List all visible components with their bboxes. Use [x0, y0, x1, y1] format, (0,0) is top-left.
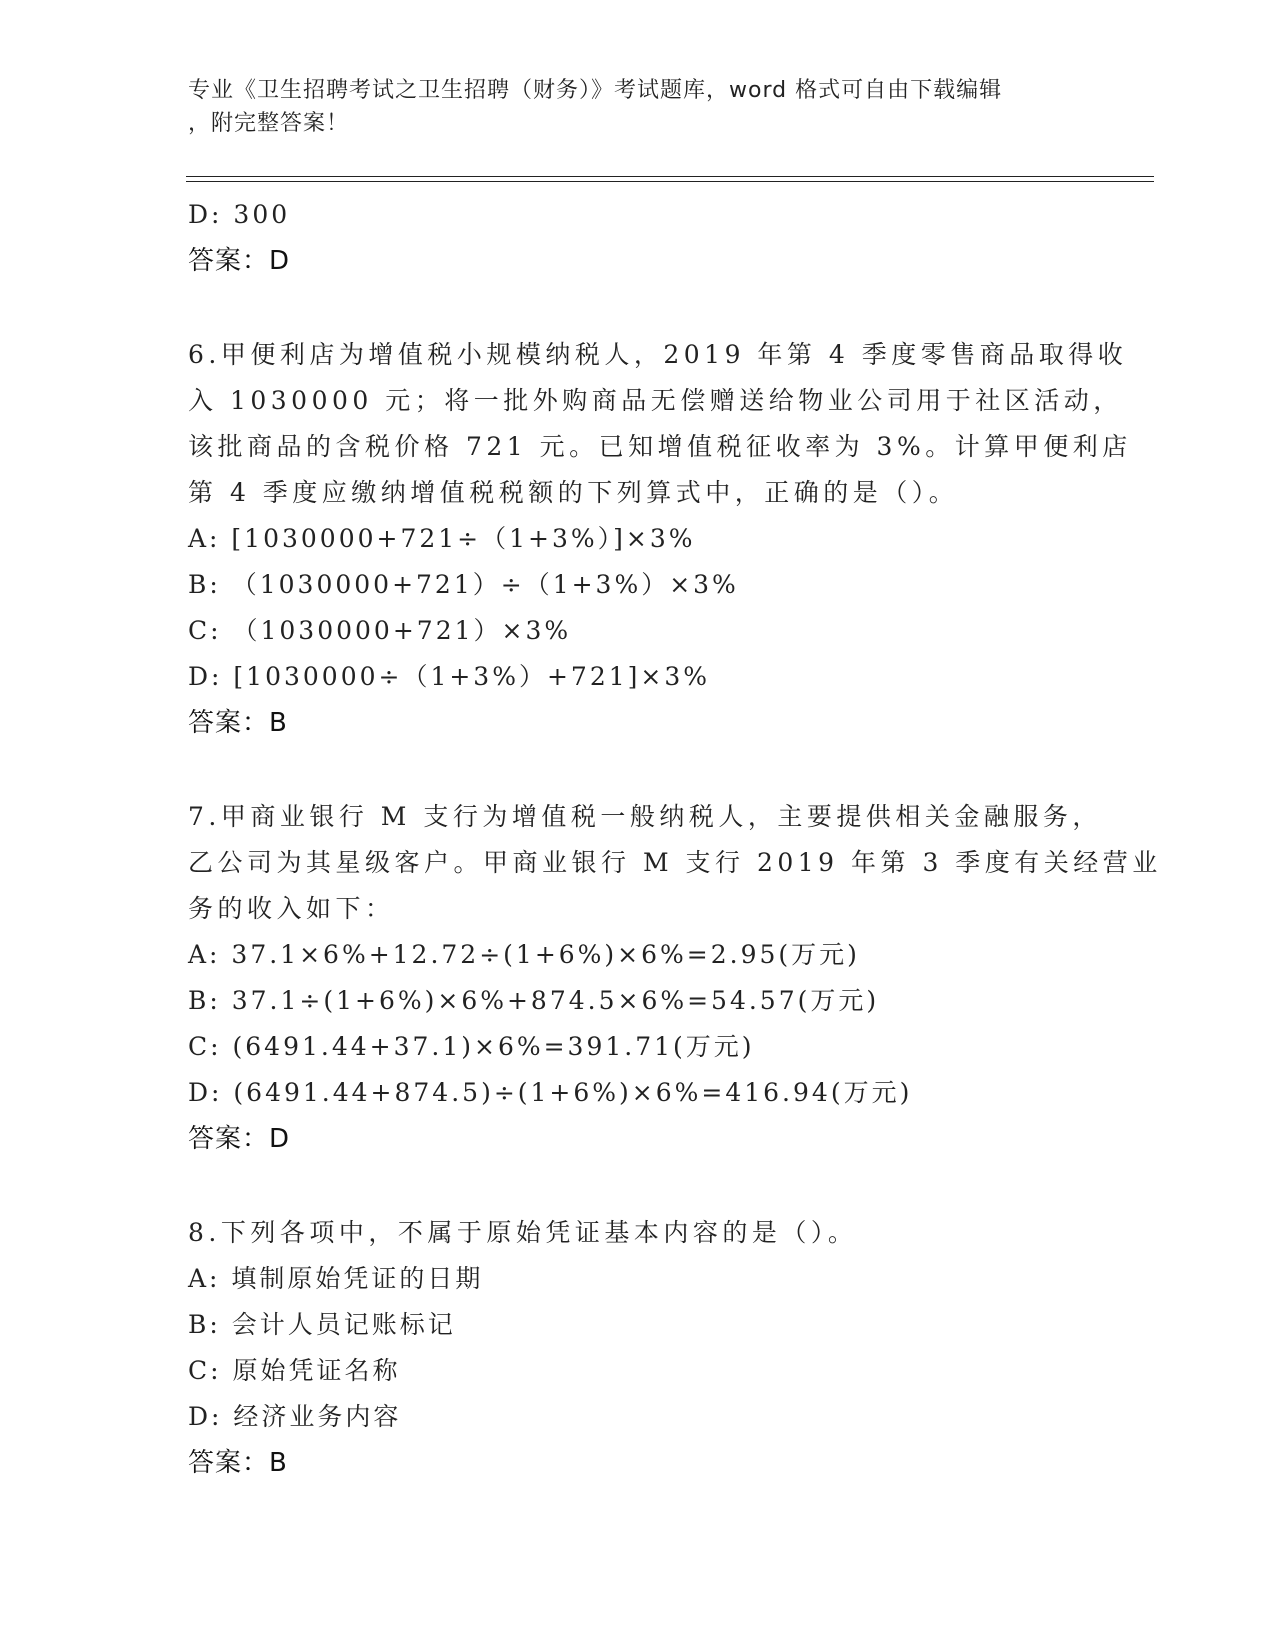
header-divider-bottom: [186, 181, 1154, 182]
answer-line: 答案：B: [188, 1448, 288, 1478]
question-stem-line: 6.甲便利店为增值税小规模纳税人，2019 年第 4 季度零售商品取得收: [188, 340, 1128, 369]
option-d: D: (6491.44+874.5)÷(1+6%)×6%=416.94(万元): [188, 1078, 913, 1107]
option-b: B: 会计人员记账标记: [188, 1310, 456, 1339]
question-stem-line: 该批商品的含税价格 721 元。已知增值税征收率为 3%。计算甲便利店: [188, 432, 1132, 461]
option-d: D: 300: [188, 200, 291, 229]
header-line-2: ，附完整答案！: [188, 111, 350, 136]
spacer: [188, 746, 1088, 794]
answer-line: 答案：D: [188, 246, 291, 276]
option-c: C: (6491.44+37.1)×6%=391.71(万元): [188, 1032, 755, 1061]
option-c: C: 原始凭证名称: [188, 1356, 401, 1385]
header-line-1: 专业《卫生招聘考试之卫生招聘（财务）》考试题库，word 格式可自由下载编辑: [188, 78, 1003, 103]
question-stem-line: 第 4 季度应缴纳增值税税额的下列算式中，正确的是（）。: [188, 478, 959, 507]
spacer: [188, 1162, 1088, 1210]
question-content: [188, 192, 1162, 1486]
question-stem-line: 7.甲商业银行 M 支行为增值税一般纳税人，主要提供相关金融服务，: [188, 802, 1102, 831]
question-stem-line: 入 1030000 元；将一批外购商品无偿赠送给物业公司用于社区活动，: [188, 386, 1123, 415]
answer-line: 答案：B: [188, 708, 288, 738]
question-6: [188, 332, 1132, 746]
question-7: [188, 794, 1162, 1162]
option-b: B: （1030000+721）÷（1+3%）×3%: [188, 570, 739, 599]
option-d: D: 经济业务内容: [188, 1402, 402, 1431]
spacer: [188, 284, 1088, 332]
option-a: A: 填制原始凭证的日期: [188, 1264, 484, 1293]
previous-question-tail: [188, 192, 1088, 284]
option-d: D: [1030000÷（1+3%）+721]×3%: [188, 662, 710, 691]
option-c: C: （1030000+721）×3%: [188, 616, 572, 645]
question-stem-line: 务的收入如下：: [188, 894, 395, 923]
option-a: A: [1030000+721÷（1+3%）]×3%: [188, 524, 696, 553]
option-a: A: 37.1×6%+12.72÷(1+6%)×6%=2.95(万元): [188, 940, 860, 969]
answer-line: 答案：D: [188, 1124, 291, 1154]
option-b: B: 37.1÷(1+6%)×6%+874.5×6%=54.57(万元): [188, 986, 880, 1015]
question-stem-line: 乙公司为其星级客户。甲商业银行 M 支行 2019 年第 3 季度有关经营业: [188, 848, 1162, 877]
question-stem-line: 8.下列各项中，不属于原始凭证基本内容的是（）。: [188, 1218, 858, 1247]
question-8: [188, 1210, 1088, 1486]
page-header: [188, 74, 1068, 140]
header-divider-top: [186, 176, 1154, 177]
